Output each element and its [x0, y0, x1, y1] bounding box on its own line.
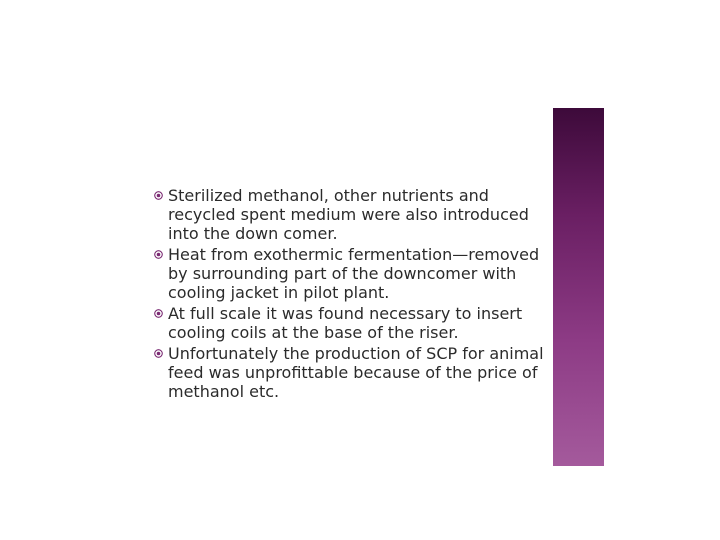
bullet-text: Unfortunately the production of SCP for animal feed was unprofittable because of the price of methanol etc. — [168, 344, 544, 401]
bullet-text: Heat from exothermic fermentation—removed by surrounding part of the downcomer with cooling jacket in pilot plant. — [168, 245, 540, 302]
bullet-text: Sterilized methanol, other nutrients and recycled spent medium were also introduced into the down comer. — [168, 186, 529, 243]
circled-dot-bullet-icon — [154, 191, 163, 200]
bullet-list — [154, 186, 544, 401]
bullet-item — [154, 245, 544, 302]
circled-dot-bullet-icon — [154, 349, 163, 358]
circled-dot-bullet-icon — [154, 250, 163, 259]
bullet-item — [154, 304, 544, 342]
bullet-item — [154, 344, 544, 401]
bullet-text: At full scale it was found necessary to insert cooling coils at the base of the riser. — [168, 304, 523, 342]
circled-dot-bullet-icon — [154, 309, 163, 318]
slide-content — [154, 186, 544, 403]
accent-bar — [553, 108, 604, 466]
bullet-item — [154, 186, 544, 243]
